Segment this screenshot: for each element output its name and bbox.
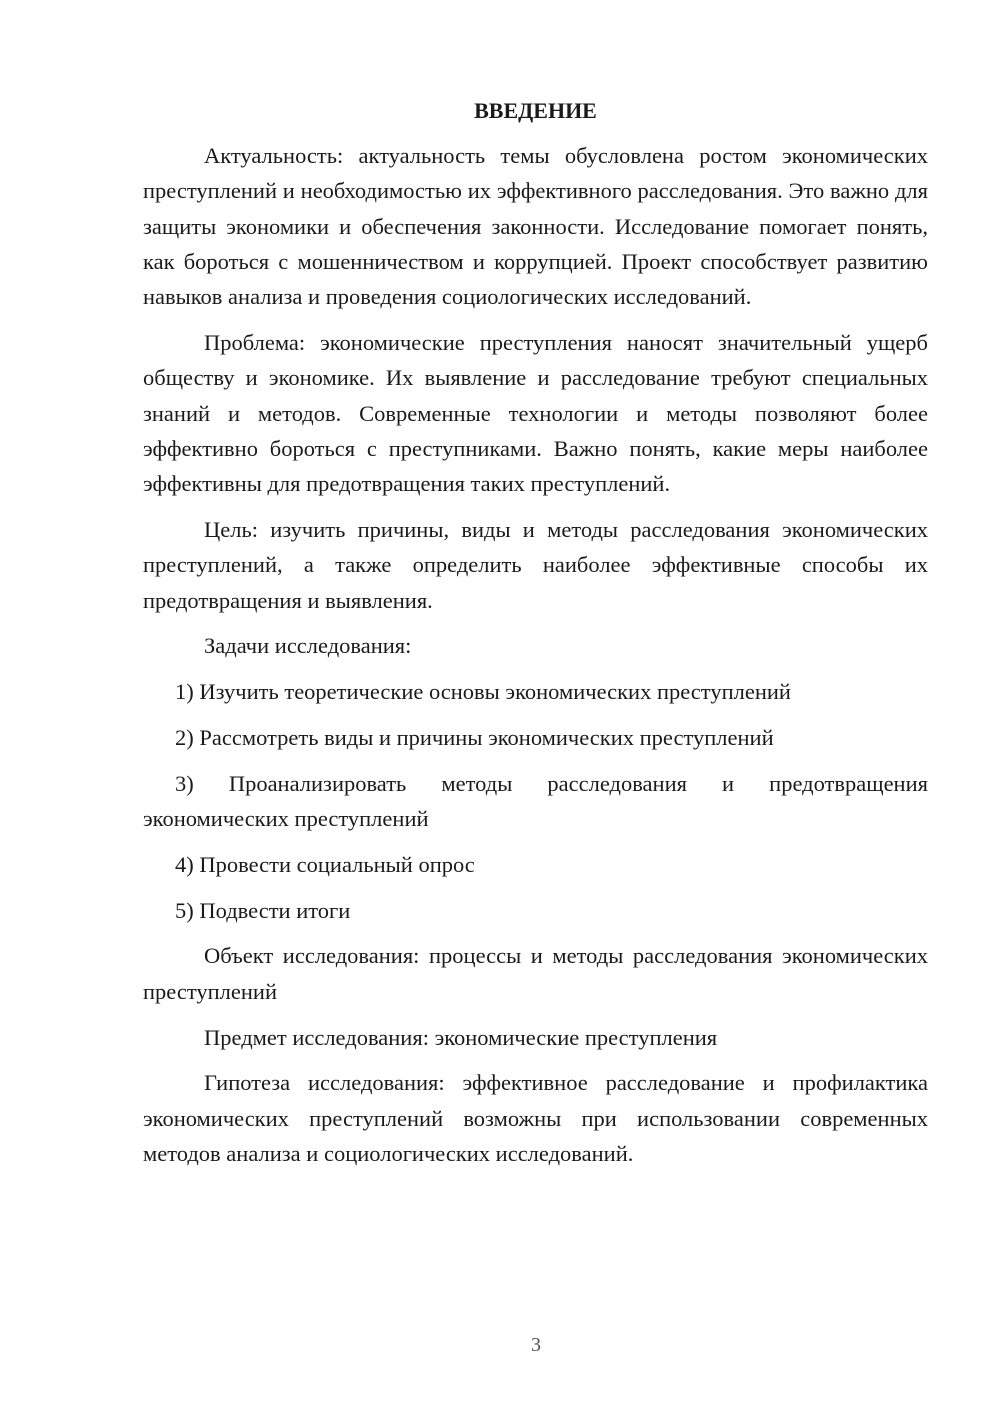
task-item: 5) Подвести итоги xyxy=(175,897,351,923)
section-heading: ВВЕДЕНИЕ xyxy=(474,98,597,123)
hypothesis-paragraph: Гипотеза исследования: эффективное расследование и профилактика экономических преступлений возможны при использовании современных методов анализа и социологических исследований. xyxy=(143,1070,928,1166)
problem-paragraph: Проблема: экономические преступления наносят значительный ущерб обществу и экономике. Их выявление и расследование требуют специальных знаний и методов. Современные технологии и методы позволяют более эффективно бороться с преступниками. Важно понять, какие меры наиболее эффективны для предотвращения таких преступлений. xyxy=(143,329,928,497)
document-body xyxy=(143,93,928,1182)
task-item: 2) Рассмотреть виды и причины экономических преступлений xyxy=(175,724,774,750)
relevance-paragraph: Актуальность: актуальность темы обусловлена ростом экономических преступлений и необходимостью их эффективного расследования. Это важно для защиты экономики и обеспечения законности. Исследование помогает понять, как бороться с мошенничеством и коррупцией. Проект способствует развитию навыков анализа и проведения социологических исследований. xyxy=(143,143,928,310)
object-paragraph: Объект исследования: процессы и методы расследования экономических преступлений xyxy=(143,943,928,1004)
task-item: 4) Провести социальный опрос xyxy=(175,851,475,877)
task-item: 1) Изучить теоретические основы экономических преступлений xyxy=(175,679,791,705)
goal-paragraph: Цель: изучить причины, виды и методы расследования экономических преступлений, а также определить наиболее эффективные способы их предотвращения и выявления. xyxy=(143,516,928,613)
subject-paragraph: Предмет исследования: экономические преступления xyxy=(204,1024,718,1050)
page-number: 3 xyxy=(531,1334,541,1356)
task-item: 3) Проанализировать методы расследования и предотвращения экономических преступлений xyxy=(143,770,928,832)
tasks-title: Задачи исследования: xyxy=(204,633,412,659)
